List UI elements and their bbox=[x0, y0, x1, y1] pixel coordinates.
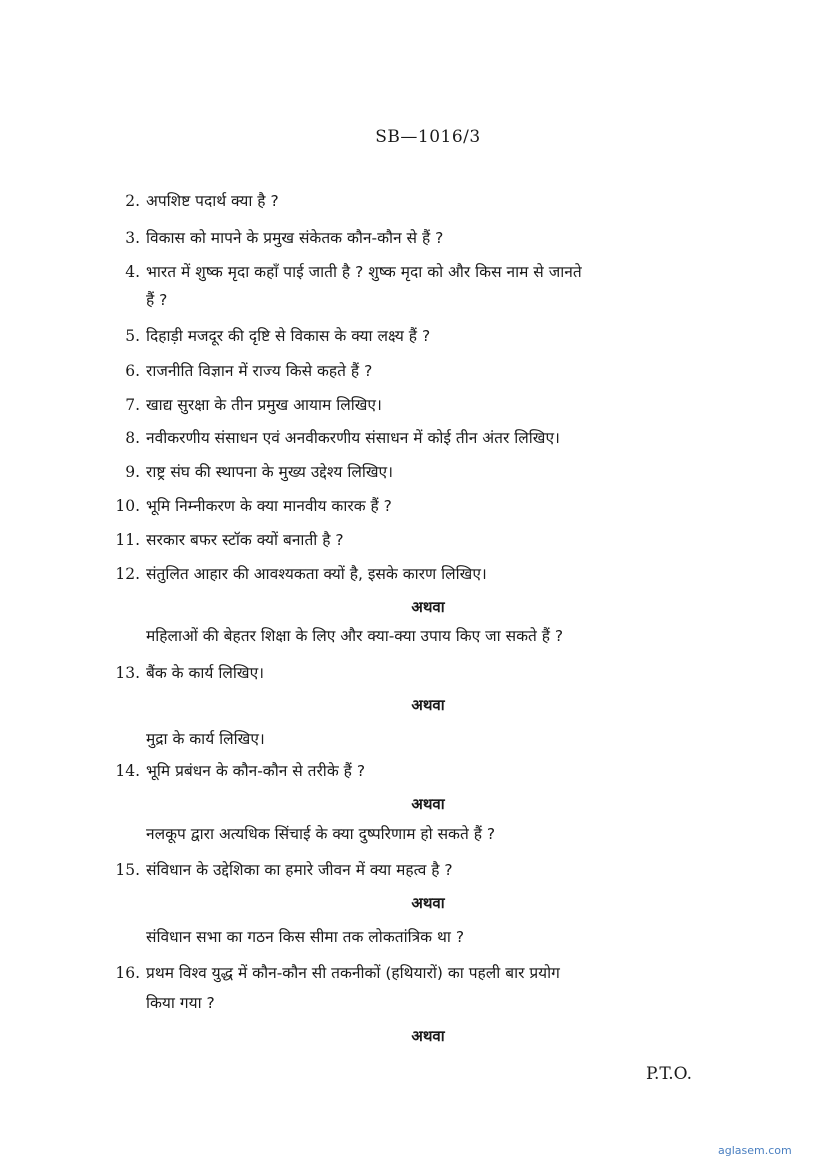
or-label: अथवा bbox=[411, 696, 445, 714]
question-5 bbox=[106, 321, 430, 351]
question-14 bbox=[106, 756, 365, 786]
question-text: खाद्य सुरक्षा के तीन प्रमुख आयाम लिखिए। bbox=[146, 396, 382, 414]
question-13 bbox=[106, 658, 264, 688]
question-number: 12. bbox=[115, 565, 140, 583]
question-text: राष्ट्र संघ की स्थापना के मुख्य उद्देश्य लिखिए। bbox=[146, 463, 393, 481]
question-text: राजनीति विज्ञान में राज्य किसे कहते हैं ? bbox=[146, 362, 373, 380]
question-14-alternative: नलकूप द्वारा अत्यधिक सिंचाई के क्या दुष्परिणाम हो सकते हैं ? bbox=[146, 825, 496, 843]
question-text: भारत में शुष्क मृदा कहाँ पाई जाती है ? शुष्क मृदा को और किस नाम से जानते bbox=[146, 263, 582, 281]
question-12-alternative: महिलाओं की बेहतर शिक्षा के लिए और क्या-क्या उपाय किए जा सकते हैं ? bbox=[146, 627, 564, 645]
question-3 bbox=[106, 223, 443, 253]
question-number: 5. bbox=[125, 327, 140, 345]
or-label: अथवा bbox=[411, 795, 445, 813]
question-13-alternative: मुद्रा के कार्य लिखिए। bbox=[146, 730, 265, 748]
or-label: अथवा bbox=[411, 598, 445, 616]
watermark: aglasem.com bbox=[718, 1144, 792, 1157]
question-number: 2. bbox=[125, 192, 140, 210]
question-8 bbox=[106, 423, 560, 453]
question-4 bbox=[106, 257, 582, 287]
question-10 bbox=[106, 491, 392, 521]
question-16 bbox=[106, 958, 560, 988]
question-number: 3. bbox=[125, 229, 140, 247]
question-15 bbox=[106, 855, 453, 885]
question-text: सरकार बफर स्टॉक क्यों बनाती है ? bbox=[146, 531, 344, 549]
question-text: दिहाड़ी मजदूर की दृष्टि से विकास के क्या लक्ष्य हैं ? bbox=[146, 327, 431, 345]
question-text: संविधान के उद्देशिका का हमारे जीवन में क्या महत्व है ? bbox=[146, 861, 453, 879]
question-4-continued: हैं ? bbox=[146, 291, 168, 309]
question-16-continued: किया गया ? bbox=[146, 994, 215, 1012]
question-number: 16. bbox=[115, 964, 140, 982]
paper-code: SB—1016/3 bbox=[375, 127, 481, 147]
question-text: बैंक के कार्य लिखिए। bbox=[146, 664, 265, 682]
question-text: संतुलित आहार की आवश्यकता क्यों है, इसके कारण लिखिए। bbox=[146, 565, 487, 583]
question-number: 10. bbox=[115, 497, 140, 515]
question-15-alternative: संविधान सभा का गठन किस सीमा तक लोकतांत्रिक था ? bbox=[146, 928, 465, 946]
question-number: 7. bbox=[125, 396, 140, 414]
question-number: 8. bbox=[125, 429, 140, 447]
question-number: 6. bbox=[125, 362, 140, 380]
question-9 bbox=[106, 457, 393, 487]
question-text: प्रथम विश्व युद्ध में कौन-कौन सी तकनीकों (हथियारों) का पहली बार प्रयोग bbox=[146, 964, 560, 982]
question-number: 15. bbox=[115, 861, 140, 879]
or-label: अथवा bbox=[411, 1027, 445, 1045]
please-turn-over: P.T.O. bbox=[646, 1064, 692, 1084]
question-text: विकास को मापने के प्रमुख संकेतक कौन-कौन से हैं ? bbox=[146, 229, 444, 247]
question-2 bbox=[106, 186, 279, 216]
question-text: भूमि निम्नीकरण के क्या मानवीय कारक हैं ? bbox=[146, 497, 392, 515]
question-number: 14. bbox=[115, 762, 140, 780]
question-number: 4. bbox=[125, 263, 140, 281]
question-7 bbox=[106, 390, 382, 420]
question-number: 11. bbox=[115, 531, 140, 549]
question-6 bbox=[106, 356, 372, 386]
question-text: भूमि प्रबंधन के कौन-कौन से तरीके हैं ? bbox=[146, 762, 366, 780]
question-number: 9. bbox=[125, 463, 140, 481]
question-number: 13. bbox=[115, 664, 140, 682]
or-label: अथवा bbox=[411, 894, 445, 912]
question-12 bbox=[106, 559, 487, 589]
question-text: अपशिष्ट पदार्थ क्या है ? bbox=[146, 192, 279, 210]
question-text: नवीकरणीय संसाधन एवं अनवीकरणीय संसाधन में कोई तीन अंतर लिखिए। bbox=[146, 429, 560, 447]
question-11 bbox=[106, 525, 344, 555]
